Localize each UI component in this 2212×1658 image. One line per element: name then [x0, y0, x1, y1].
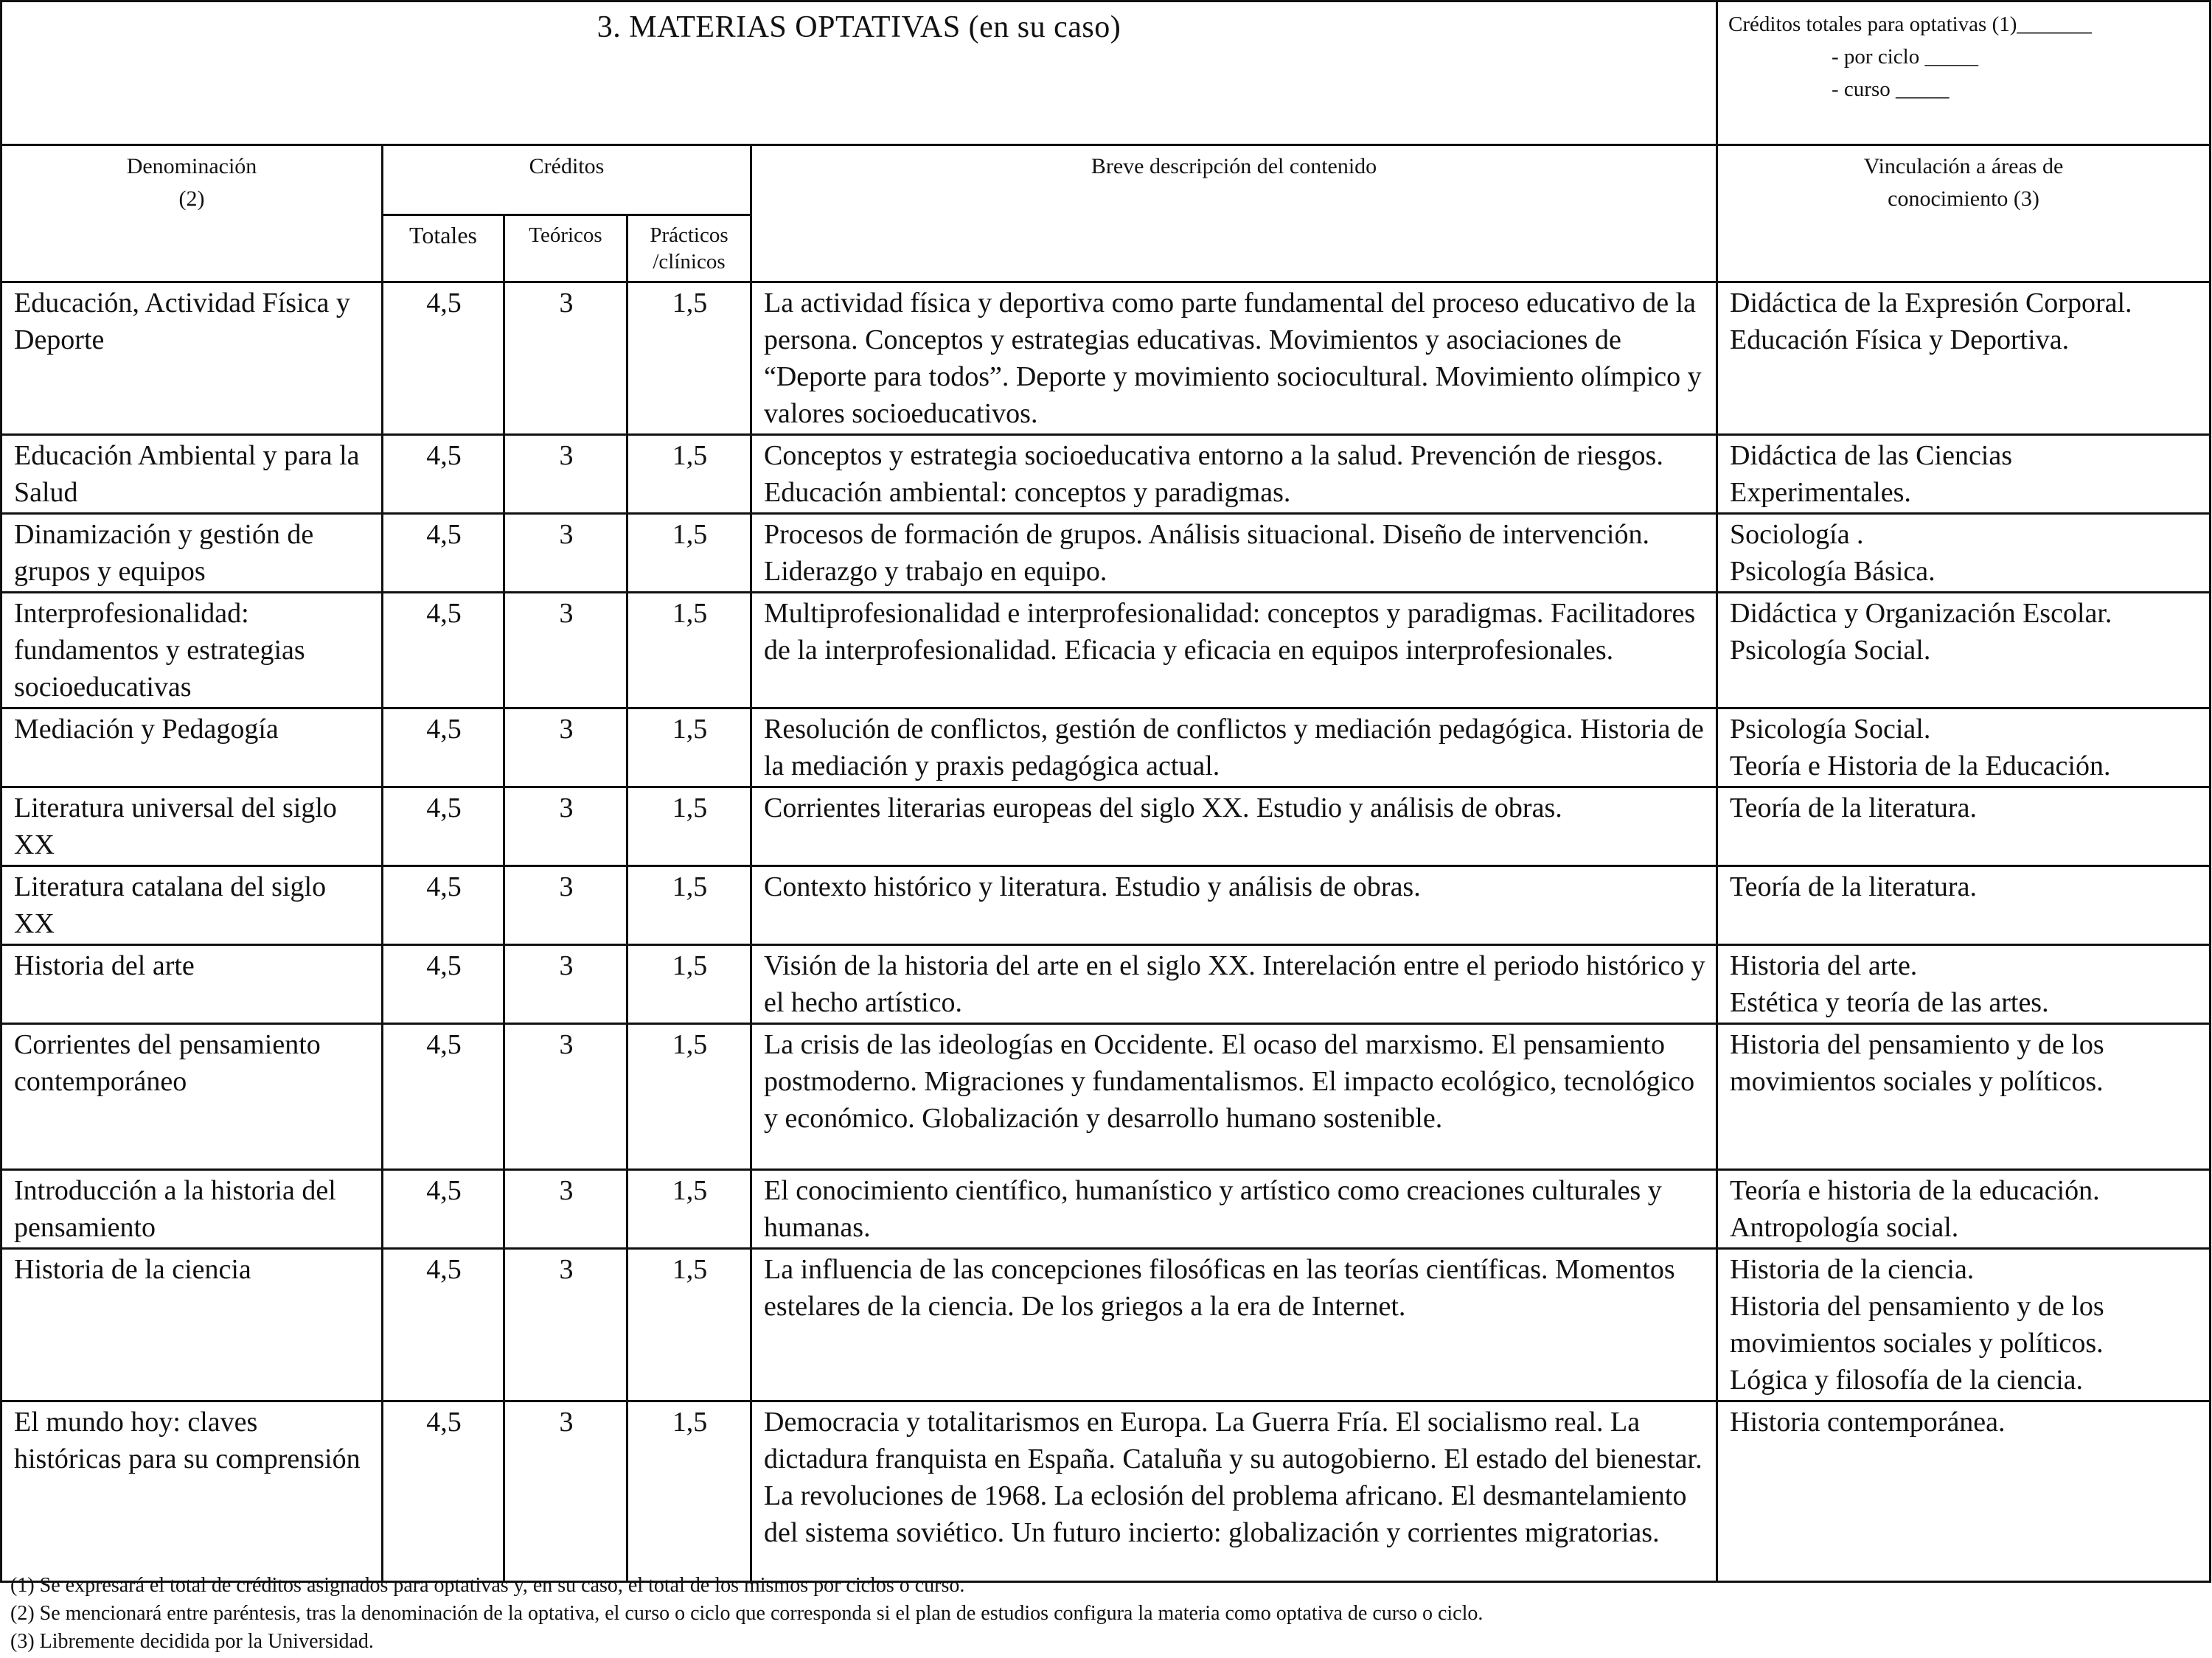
knowledge-areas [1717, 514, 2211, 593]
subject-name: Historia del arte [1, 945, 383, 1024]
credit-per-cycle-line: - por ciclo _____ [1832, 45, 1978, 69]
knowledge-area-item: Teoría de la literatura. [1730, 871, 1977, 902]
content-description: La actividad física y deportiva como parte fundamental del proceso educativo de la persona. Conceptos y estrategias educativas. Movimientos y asociaciones de “Deporte para todos”. Deporte y movimiento sociocultural. Movimiento olímpico y valores socioeducativos. [751, 282, 1717, 435]
credits-practice: 1,5 [627, 1024, 751, 1170]
knowledge-areas [1717, 1401, 2211, 1582]
content-description: Resolución de conflictos, gestión de conflictos y mediación pedagógica. Historia de la mediación y praxis pedagógica actual. [751, 708, 1717, 787]
credits-total: 4,5 [383, 435, 504, 514]
subject-name: Interprofesionalidad: fundamentos y estrategias socioeducativas [1, 593, 383, 708]
subject-name: Educación, Actividad Física y Deporte [1, 282, 383, 435]
knowledge-areas [1717, 435, 2211, 514]
knowledge-area-item: Historia de la ciencia. [1730, 1254, 1975, 1285]
knowledge-areas [1717, 1249, 2211, 1401]
credits-practice: 1,5 [627, 282, 751, 435]
credits-theory: 3 [504, 593, 627, 708]
content-description: El conocimiento científico, humanístico y artístico como creaciones culturales y humanas. [751, 1170, 1717, 1249]
header-practicos-line1: Prácticos [650, 223, 728, 247]
credits-total: 4,5 [383, 1401, 504, 1582]
header-practicos [627, 215, 751, 282]
knowledge-area-item: Psicología Social. [1730, 714, 1931, 745]
header-teoricos-label: Teóricos [529, 223, 602, 247]
header-descripcion [751, 145, 1717, 282]
subject-name: Introducción a la historia del pensamiento [1, 1170, 383, 1249]
credits-total: 4,5 [383, 787, 504, 866]
footnote-1: (1) Se expresará el total de créditos asignados para optativas y, en su caso, el total de los mismos por ciclos o curso. [10, 1574, 965, 1597]
subject-name: Literatura catalana del siglo XX [1, 866, 383, 945]
table-row [1, 1170, 2211, 1249]
credits-practice: 1,5 [627, 435, 751, 514]
header-creditos [383, 145, 751, 215]
content-description: Contexto histórico y literatura. Estudio y análisis de obras. [751, 866, 1717, 945]
credit-totals-line: Créditos totales para optativas (1)_______ [1728, 13, 2092, 36]
table-row [1, 514, 2211, 593]
table-row [1, 708, 2211, 787]
table-row [1, 945, 2211, 1024]
credits-theory: 3 [504, 708, 627, 787]
section-title-cell [1, 1, 1717, 145]
credits-practice: 1,5 [627, 1401, 751, 1582]
credits-theory: 3 [504, 945, 627, 1024]
credits-total: 4,5 [383, 708, 504, 787]
knowledge-area-item: Estética y teoría de las artes. [1730, 987, 2049, 1018]
table-row [1, 787, 2211, 866]
header-vinculacion-line1: Vinculación a áreas de [1863, 154, 2064, 178]
credits-theory: 3 [504, 1401, 627, 1582]
header-teoricos [504, 215, 627, 282]
content-description: Corrientes literarias europeas del siglo XX. Estudio y análisis de obras. [751, 787, 1717, 866]
knowledge-area-item: Historia del pensamiento y de los movimientos sociales y políticos. [1730, 1291, 2104, 1359]
knowledge-area-item: Lógica y filosofía de la ciencia. [1730, 1365, 2084, 1396]
credits-total: 4,5 [383, 1249, 504, 1401]
subject-name: El mundo hoy: claves históricas para su comprensión [1, 1401, 383, 1582]
content-description: Democracia y totalitarismos en Europa. La Guerra Fría. El socialismo real. La dictadura franquista en España. Cataluña y su autogobierno. El estado del bienestar. La revoluciones de 1968. La eclosión del problema africano. El desmantelamiento del sistema soviético. Un futuro incierto: globalización y corrientes migratorias. [751, 1401, 1717, 1582]
knowledge-area-item: Didáctica y Organización Escolar. [1730, 598, 2112, 629]
footnote-3: (3) Libremente decidida por la Universidad. [10, 1630, 374, 1653]
content-description: Procesos de formación de grupos. Análisis situacional. Diseño de intervención. Liderazgo y trabajo en equipo. [751, 514, 1717, 593]
credits-theory: 3 [504, 1249, 627, 1401]
table-row [1, 1249, 2211, 1401]
subject-name: Corrientes del pensamiento contemporáneo [1, 1024, 383, 1170]
credits-total: 4,5 [383, 1170, 504, 1249]
header-denominacion-note: (2) [178, 187, 205, 211]
content-description: Multiprofesionalidad e interprofesionalidad: conceptos y paradigmas. Facilitadores de la interprofesionalidad. Eficacia y eficacia en equipos interprofesionales. [751, 593, 1717, 708]
header-practicos-line2: /clínicos [653, 250, 726, 274]
knowledge-area-item: Didáctica de la Expresión Corporal. [1730, 288, 2132, 318]
credits-theory: 3 [504, 514, 627, 593]
content-description: Conceptos y estrategia socioeducativa entorno a la salud. Prevención de riesgos. Educación ambiental: conceptos y paradigmas. [751, 435, 1717, 514]
knowledge-areas [1717, 945, 2211, 1024]
credits-practice: 1,5 [627, 1249, 751, 1401]
knowledge-areas [1717, 708, 2211, 787]
credits-practice: 1,5 [627, 945, 751, 1024]
knowledge-area-item: Psicología Social. [1730, 635, 1931, 666]
table-row [1, 593, 2211, 708]
credits-total: 4,5 [383, 1024, 504, 1170]
knowledge-area-item: Didáctica de las Ciencias Experimentales. [1730, 440, 2013, 508]
credits-practice: 1,5 [627, 708, 751, 787]
table-row [1, 866, 2211, 945]
header-descripcion-label: Breve descripción del contenido [1091, 154, 1377, 178]
knowledge-areas [1717, 1170, 2211, 1249]
title-row [1, 1, 2211, 145]
table-row [1, 435, 2211, 514]
credit-per-course-line: - curso _____ [1832, 77, 1950, 101]
knowledge-areas [1717, 282, 2211, 435]
header-vinculacion [1717, 145, 2211, 282]
credits-theory: 3 [504, 1024, 627, 1170]
knowledge-area-item: Teoría e historia de la educación. [1730, 1175, 2100, 1206]
credits-practice: 1,5 [627, 866, 751, 945]
section-title: 3. MATERIAS OPTATIVAS (en su caso) [597, 10, 1121, 44]
credits-theory: 3 [504, 282, 627, 435]
subject-name: Mediación y Pedagogía [1, 708, 383, 787]
header-row [1, 145, 2211, 215]
credits-practice: 1,5 [627, 593, 751, 708]
header-totales [383, 215, 504, 282]
subject-name: Literatura universal del siglo XX [1, 787, 383, 866]
knowledge-areas [1717, 866, 2211, 945]
credits-practice: 1,5 [627, 1170, 751, 1249]
header-creditos-label: Créditos [529, 154, 605, 178]
table-body [1, 282, 2211, 1582]
knowledge-areas [1717, 1024, 2211, 1170]
knowledge-areas [1717, 787, 2211, 866]
credits-theory: 3 [504, 787, 627, 866]
knowledge-areas [1717, 593, 2211, 708]
credits-total: 4,5 [383, 514, 504, 593]
footnote-2: (2) Se mencionará entre paréntesis, tras la denominación de la optativa, el curso o ciclo que corresponda si el plan de estudios configura la materia como optativa de curso o ciclo. [10, 1602, 1484, 1625]
credits-practice: 1,5 [627, 787, 751, 866]
header-totales-label: Totales [409, 222, 477, 248]
content-description: La crisis de las ideologías en Occidente. El ocaso del marxismo. El pensamiento postmoderno. Migraciones y fundamentalismos. El impacto ecológico, tecnológico y económico. Globalización y desarrollo humano sostenible. [751, 1024, 1717, 1170]
credits-practice: 1,5 [627, 514, 751, 593]
knowledge-area-item: Sociología . [1730, 519, 1864, 550]
knowledge-area-item: Historia del arte. [1730, 950, 1918, 981]
credits-theory: 3 [504, 1170, 627, 1249]
credits-total: 4,5 [383, 866, 504, 945]
subject-name: Historia de la ciencia [1, 1249, 383, 1401]
table-row [1, 282, 2211, 435]
table-row [1, 1024, 2211, 1170]
knowledge-area-item: Antropología social. [1730, 1212, 1959, 1243]
credit-totals-box [1717, 1, 2211, 145]
subject-name: Educación Ambiental y para la Salud [1, 435, 383, 514]
knowledge-area-item: Teoría de la literatura. [1730, 793, 1977, 823]
knowledge-area-item: Educación Física y Deportiva. [1730, 324, 2070, 355]
subject-name: Dinamización y gestión de grupos y equipos [1, 514, 383, 593]
table-row [1, 1401, 2211, 1582]
content-description: Visión de la historia del arte en el siglo XX. Interelación entre el periodo histórico y el hecho artístico. [751, 945, 1717, 1024]
content-description: La influencia de las concepciones filosóficas en las teorías científicas. Momentos estelares de la ciencia. De los griegos a la era de Internet. [751, 1249, 1717, 1401]
credits-total: 4,5 [383, 593, 504, 708]
knowledge-area-item: Historia contemporánea. [1730, 1407, 2006, 1438]
header-vinculacion-line2: conocimiento (3) [1888, 187, 2039, 211]
header-denominacion-label: Denominación [126, 154, 257, 178]
footnotes [10, 1572, 1483, 1656]
credits-total: 4,5 [383, 282, 504, 435]
credits-theory: 3 [504, 435, 627, 514]
header-denominacion [1, 145, 383, 282]
knowledge-area-item: Historia del pensamiento y de los movimientos sociales y políticos. [1730, 1029, 2104, 1097]
knowledge-area-item: Teoría e Historia de la Educación. [1730, 750, 2111, 781]
credits-theory: 3 [504, 866, 627, 945]
credits-total: 4,5 [383, 945, 504, 1024]
knowledge-area-item: Psicología Básica. [1730, 556, 1935, 587]
